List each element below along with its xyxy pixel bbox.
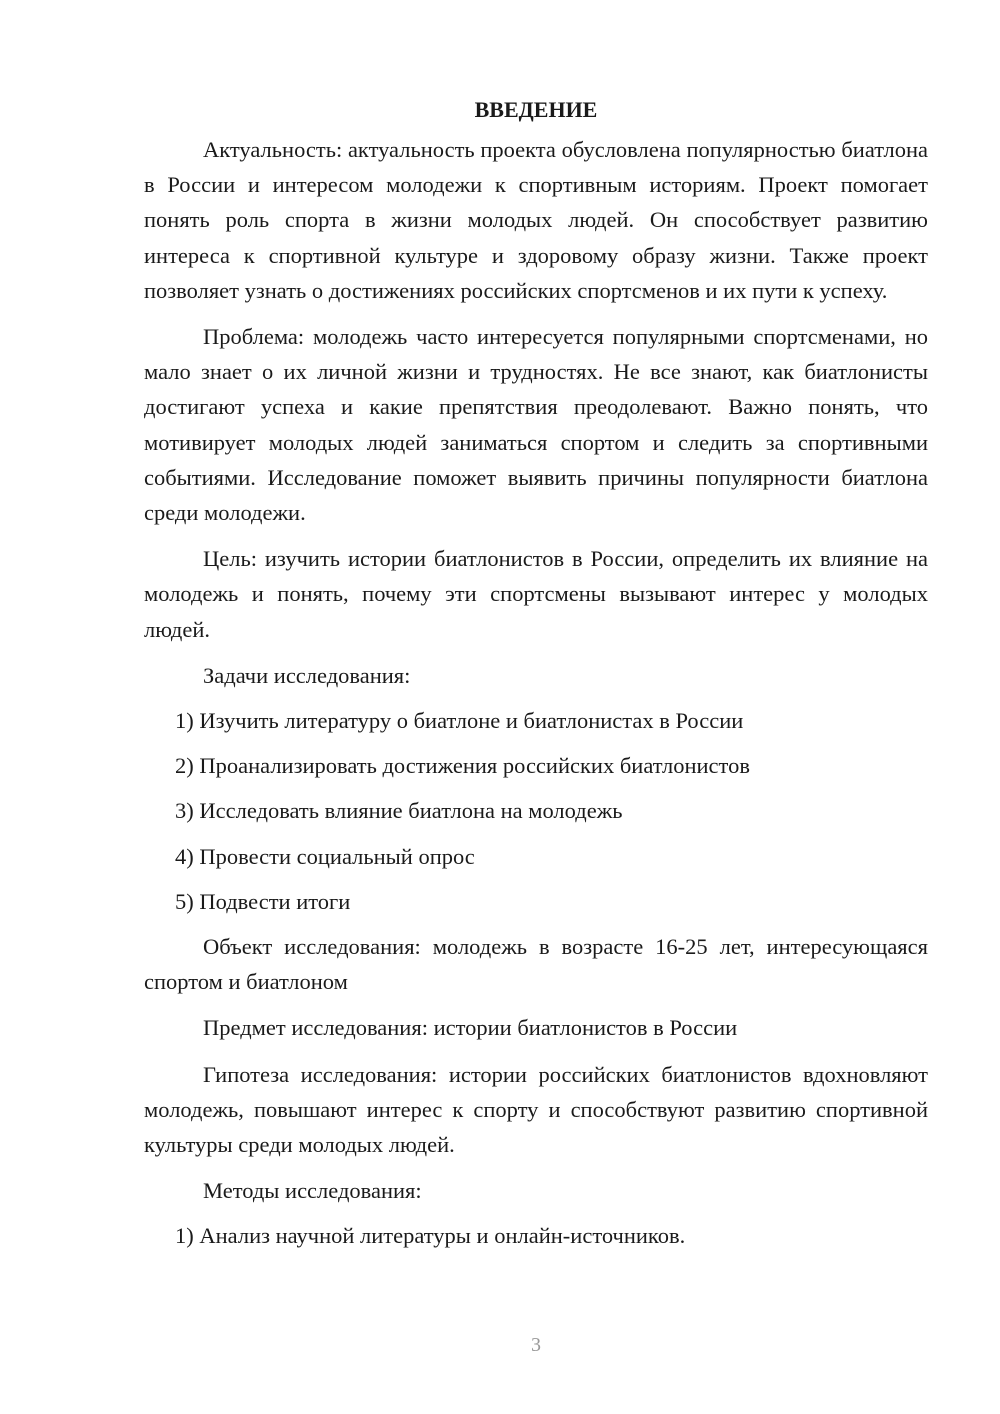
paragraph-subject: Предмет исследования: истории биатлонистов в России — [203, 1015, 738, 1041]
spacer — [144, 829, 928, 839]
tasks-heading: Задачи исследования: — [203, 662, 411, 688]
paragraph-hypothesis: Гипотеза исследования: истории российских биатлонистов вдохновляют молодежь, повышают интерес к спорту и способствуют развитию спортивной культуры среди молодых людей. — [144, 1061, 928, 1158]
spacer — [144, 919, 928, 929]
paragraph-problem: Проблема: молодежь часто интересуется популярными спортсменами, но мало знает о их личной жизни и трудностях. Не все знают, как биатлонисты достигают успеха и какие препятствия преодолевают. Важно понять, что мотивирует молодых людей заниматься спортом и следить за спортивными событиями. Исследование поможет выявить причины популярности биатлона среди молодежи. — [144, 324, 928, 526]
method-item: 1) Анализ научной литературы и онлайн-источников. — [175, 1223, 686, 1249]
spacer — [144, 693, 928, 703]
paragraph-object: Объект исследования: молодежь в возрасте 16-25 лет, интересующаяся спортом и биатлоном — [144, 934, 928, 995]
spacer — [144, 874, 928, 884]
spacer — [144, 308, 928, 319]
spacer — [144, 783, 928, 793]
task-item: 1) Изучить литературу о биатлоне и биатлонистах в России — [175, 708, 744, 734]
paragraph-goal: Цель: изучить истории биатлонистов в России, определить их влияние на молодежь и понять, почему эти спортсмены вызывают интерес у молодых людей. — [144, 546, 928, 642]
spacer — [144, 530, 928, 541]
paragraph-relevance: Актуальность: актуальность проекта обусловлена популярностью биатлона в России и интересом молодежи к спортивным историям. Проект помогает понять роль спорта в жизни молодых людей. Он способствует развитию интереса к спортивной культуре и здоровому образу жизни. Также проект позволяет узнать о достижениях российских спортсменов и их пути к успеху. — [144, 137, 928, 303]
document-page — [144, 92, 928, 1254]
spacer — [144, 1162, 928, 1173]
task-item: 2) Проанализировать достижения российских биатлонистов — [175, 753, 750, 779]
methods-heading: Методы исследования: — [203, 1178, 422, 1204]
spacer — [144, 1046, 928, 1057]
task-item: 5) Подвести итоги — [175, 888, 351, 914]
spacer — [144, 999, 928, 1010]
task-item: 3) Исследовать влияние биатлона на молодежь — [175, 798, 623, 824]
document-title: ВВЕДЕНИЕ — [474, 97, 598, 122]
spacer — [144, 647, 928, 658]
spacer — [144, 738, 928, 748]
task-item: 4) Провести социальный опрос — [175, 843, 475, 869]
page-number: 3 — [531, 1334, 541, 1356]
spacer — [144, 1208, 928, 1218]
